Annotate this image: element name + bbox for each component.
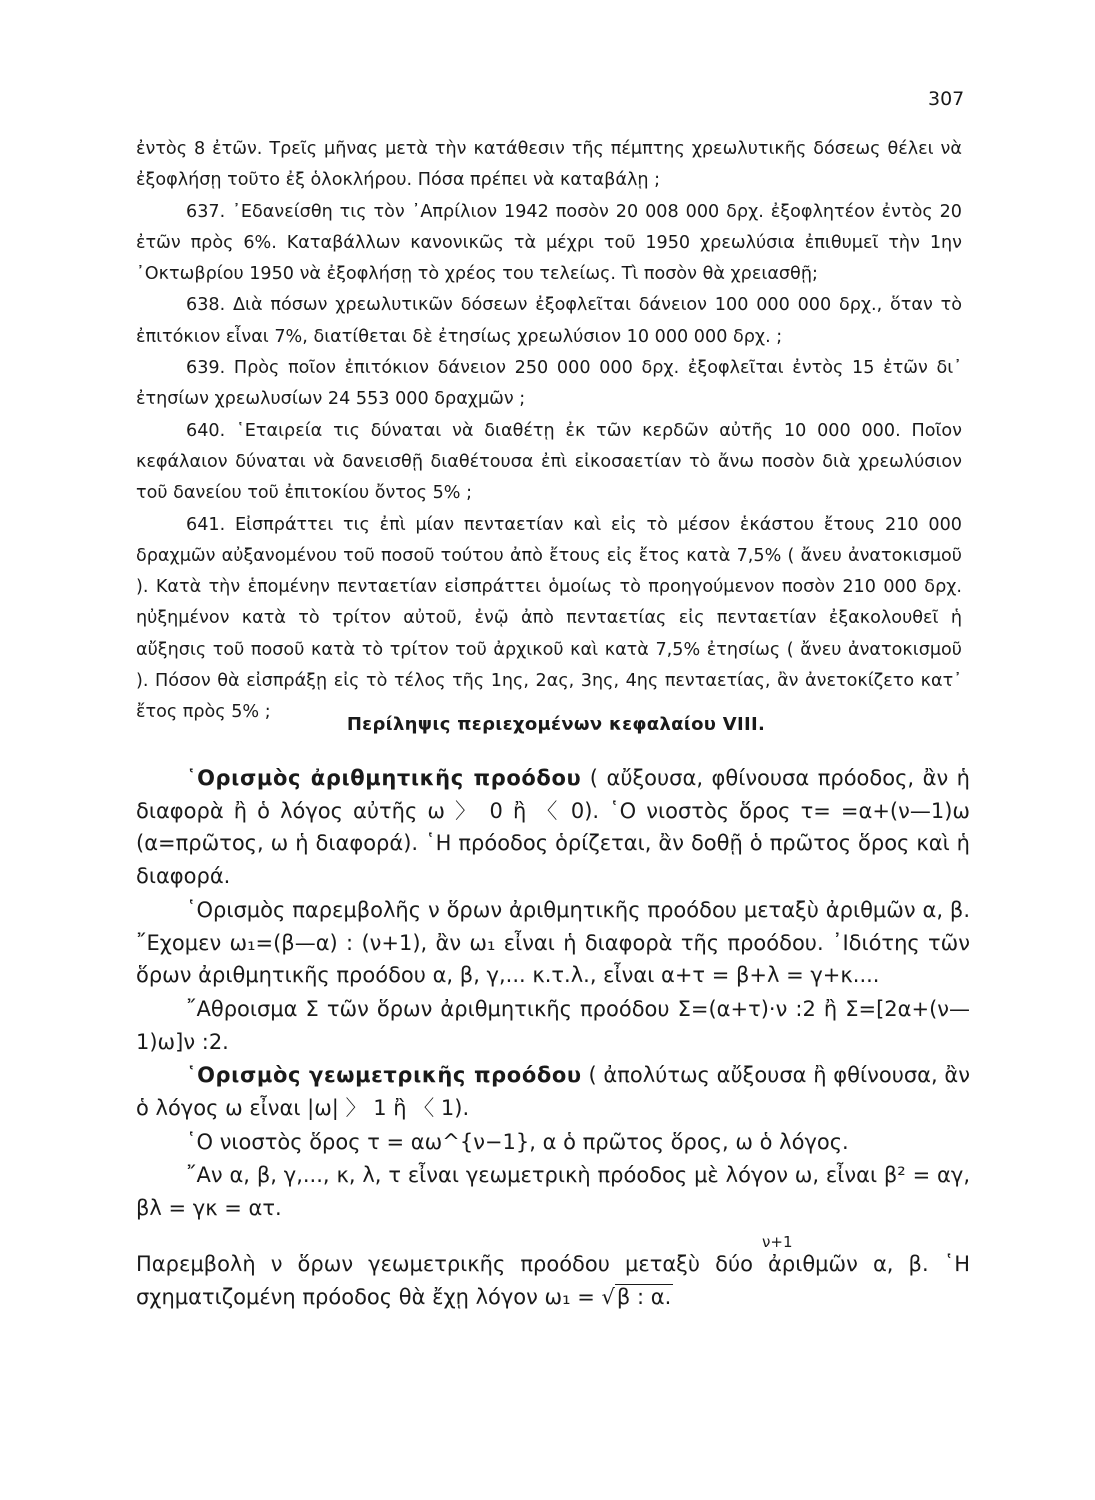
geometric-definition (136, 1059, 970, 1124)
exercise-641: 641. Εἰσπράττει τις ἐπὶ μίαν πενταετίαν καὶ εἰς τὸ μέσον ἑκάστου ἔτους 210 000 δραχμῶν αὐξανομένου τοῦ ποσοῦ τούτου ἀπὸ ἔτους εἰς ἔτος κατὰ 7,5% ( ἄνευ ἀνατοκισμοῦ ). Κατὰ τὴν ἑπομένην πενταετίαν εἰσπράττει ὁμοίως τὸ προηγούμενον ποσὸν 210 000 δρχ. ηὐξημένον κατὰ τὸ τρίτον αὐτοῦ, ἐνῷ ἀπὸ πενταετίας εἰς πενταετίαν ἐξακολουθεῖ ἡ αὔξησις τοῦ ποσοῦ κατὰ τὸ τρίτον τοῦ ἀρχικοῦ καὶ κατὰ 7,5% ἐτησίως ( ἄνευ ἀνατοκισμοῦ ). Πόσον θὰ εἰσπράξῃ εἰς τὸ τέλος τῆς 1ης, 2ας, 3ης, 4ης πενταετίας, ἂν ἀνετοκίζετο κατ᾿ ἔτος πρὸς 5% ; (136, 514, 962, 723)
arithmetic-definition-term: ῾Ορισμὸς ἀριθμητικῆς προόδου (186, 766, 582, 790)
exercise-637: 637. ᾿Εδανείσθη τις τὸν ᾿Απρίλιον 1942 ποσὸν 20 008 000 δρχ. ἐξοφλητέον ἐντὸς 20 ἐτῶν πρὸς 6%. Καταβάλλων κανονικῶς τὰ μέχρι τοῦ 1950 χρεωλύσια ἐπιθυμεῖ τὴν 1ην ᾿Οκτωβρίου 1950 νὰ ἐξοφλήσῃ τὸ χρέος του τελείως. Τὶ ποσὸν θὰ χρειασθῇ; (136, 201, 962, 285)
exercise-638: 638. Διὰ πόσων χρεωλυτικῶν δόσεων ἐξοφλεῖται δάνειον 100 000 000 δρχ., ὅταν τὸ ἐπιτόκιον εἶναι 7%, διατίθεται δὲ ἐτησίως χρεωλύσιον 10 000 000 δρχ. ; (136, 295, 962, 347)
geometric-definition-text: ( ἀπολύτως αὔξουσα ἢ φθίνουσα, ἂν ὁ λόγος ω εἶναι |ω| 〉 1 ἢ 〈 1). (136, 1063, 970, 1121)
exercise-list (136, 134, 962, 729)
chapter-summary (136, 762, 970, 1314)
radical-sign: √ (601, 1284, 615, 1309)
exercise-continuation: ἐντὸς 8 ἐτῶν. Τρεῖς μῆνας μετὰ τὴν κατάθεσιν τῆς πέμπτης χρεωλυτικῆς δόσεως θέλει νὰ ἐξοφλήσῃ τοῦτο ἐξ ὁλοκλήρου. Πόσα πρέπει νὰ καταβάλῃ ; (136, 139, 962, 191)
geometric-nth-term: ῾Ο νιοστὸς ὅρος τ = αω^{ν−1}, α ὁ πρῶτος ὅρος, ω ὁ λόγος. (186, 1129, 849, 1154)
summary-heading: Περίληψις περιεχομένων κεφαλαίου VIII. (346, 714, 766, 735)
arithmetic-sum: ῎Αθροισμα Σ τῶν ὅρων ἀριθμητικῆς προόδου Σ=(α+τ)·ν :2 ἢ Σ=[2α+(ν—1)ω]ν :2. (136, 996, 970, 1054)
arithmetic-definition (136, 762, 970, 893)
geometric-interpolation (136, 1226, 970, 1313)
page-number: 307 (928, 88, 965, 110)
radical-index: ν+1 (762, 1232, 793, 1251)
arithmetic-definition-text: ( αὔξουσα, φθίνουσα πρόοδος, ἂν ἡ διαφορὰ ἢ ὁ λόγος αὐτῆς ω 〉 0 ἢ 〈 0). ῾Ο νιοστὸς ὅρος τ= =α+(ν—1)ω (α=πρῶτος, ω ἡ διαφορά). ῾Η πρόοδος ὁρίζεται, ἂν δοθῇ ὁ πρῶτος ὅρος καὶ ἡ διαφορά. (136, 766, 970, 889)
arithmetic-interpolation: ῾Ορισμὸς παρεμβολῆς ν ὅρων ἀριθμητικῆς προόδου μεταξὺ ἀριθμῶν α, β. ῎Εχομεν ω₁=(β—α) : (ν+1), ἂν ω₁ εἶναι ἡ διαφορὰ τῆς προόδου. ᾿Ιδιότης τῶν ὅρων ἀριθμητικῆς προόδου α, β, γ,... κ.τ.λ., εἶναι α+τ = β+λ = γ+κ.... (136, 897, 970, 988)
radicand: β : α. (616, 1284, 672, 1309)
geometric-definition-term: ῾Ορισμὸς γεωμετρικῆς προόδου (186, 1063, 582, 1088)
exercise-640: 640. ῾Εταιρεία τις δύναται νὰ διαθέτῃ ἐκ τῶν κερδῶν αὐτῆς 10 000 000. Ποῖον κεφάλαιον δύναται νὰ δανεισθῇ διαθέτουσα ἐπὶ εἰκοσαετίαν τὸ ἄνω ποσὸν διὰ χρεωλύσιον τοῦ δανείου τοῦ ἐπιτοκίου ὄντος 5% ; (136, 420, 962, 504)
geometric-property: ῎Αν α, β, γ,..., κ, λ, τ εἶναι γεωμετρικὴ πρόοδος μὲ λόγον ω, εἶναι β² = αγ, βλ = γκ = ατ. (136, 1163, 970, 1221)
geometric-interpolation-text: Παρεμβολὴ ν ὅρων γεωμετρικῆς προόδου μεταξὺ δύο ἀριθμῶν α, β. ῾Η σχηματιζομένη πρόοδος θὰ ἔχῃ λόγον ω₁ = (136, 1251, 970, 1309)
exercise-639: 639. Πρὸς ποῖον ἐπιτόκιον δάνειον 250 000 000 δρχ. ἐξοφλεῖται ἐντὸς 15 ἐτῶν δι᾿ ἐτησίων χρεωλυσίων 24 553 000 δραχμῶν ; (136, 358, 962, 410)
